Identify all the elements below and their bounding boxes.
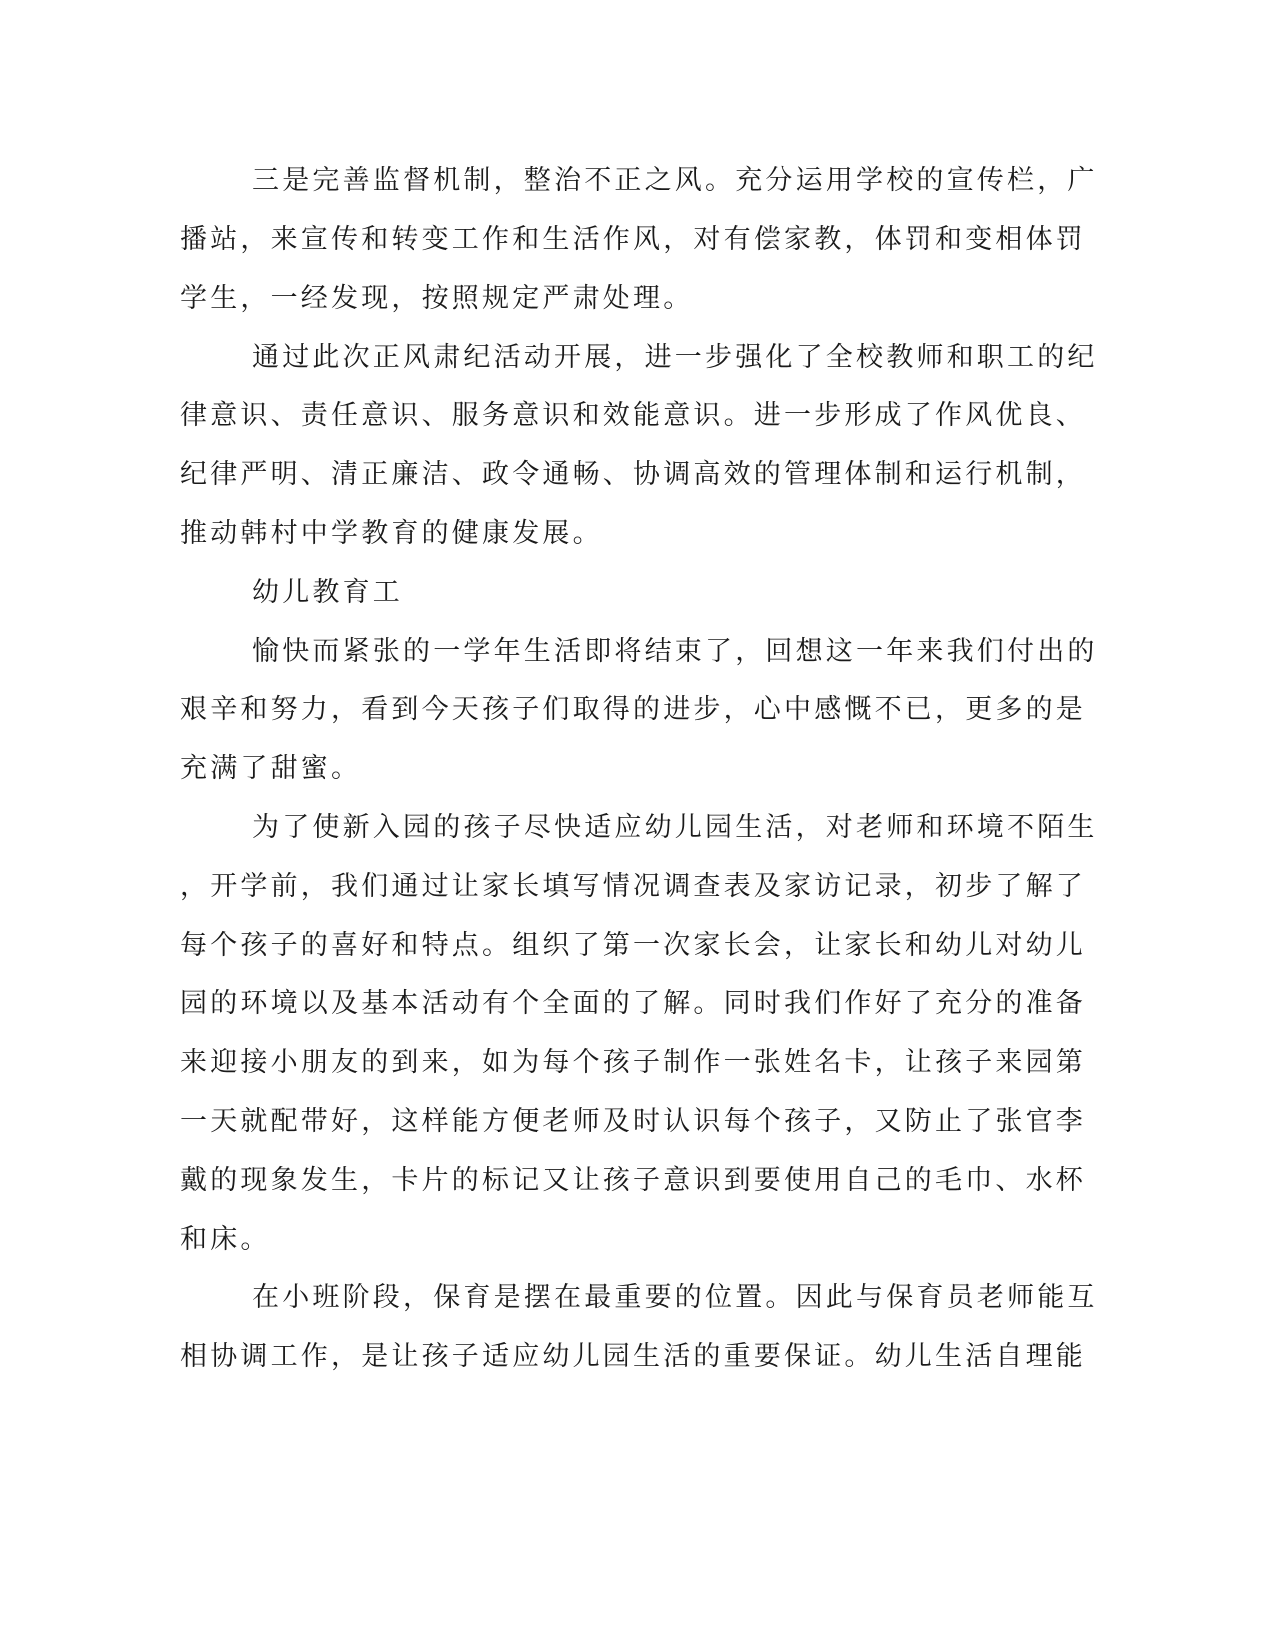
text-line: 在小班阶段，保育是摆在最重要的位置。因此与保育员老师能互 [252, 1282, 1098, 1313]
text-line: 艰辛和努力，看到今天孩子们取得的进步，心中感慨不已，更多的是 [180, 694, 1086, 725]
section-heading: 幼儿教育工 [252, 577, 403, 608]
text-line: 通过此次正风肃纪活动开展，进一步强化了全校教师和职工的纪 [252, 342, 1098, 373]
text-line: 播站，来宣传和转变工作和生活作风，对有偿家教，体罚和变相体罚 [180, 224, 1086, 255]
text-line: 戴的现象发生，卡片的标记又让孩子意识到要使用自己的毛巾、水杯 [180, 1165, 1086, 1196]
text-line: 和床。 [180, 1224, 271, 1255]
text-line: 每个孩子的喜好和特点。组织了第一次家长会，让家长和幼儿对幼儿 [180, 930, 1086, 961]
text-line: 愉快而紧张的一学年生活即将结束了，回想这一年来我们付出的 [252, 636, 1098, 667]
text-line: 纪律严明、清正廉洁、政令通畅、协调高效的管理体制和运行机制， [180, 459, 1086, 490]
text-line: 为了使新入园的孩子尽快适应幼儿园生活，对老师和环境不陌生 [252, 812, 1098, 843]
text-line: ，开学前，我们通过让家长填写情况调查表及家访记录，初步了解了 [180, 871, 1086, 902]
text-line: 来迎接小朋友的到来，如为每个孩子制作一张姓名卡，让孩子来园第 [180, 1047, 1086, 1078]
text-line: 园的环境以及基本活动有个全面的了解。同时我们作好了充分的准备 [180, 988, 1086, 1019]
text-line: 充满了甜蜜。 [180, 753, 362, 784]
text-line: 相协调工作，是让孩子适应幼儿园生活的重要保证。幼儿生活自理能 [180, 1341, 1086, 1372]
text-line: 一天就配带好，这样能方便老师及时认识每个孩子，又防止了张官李 [180, 1106, 1086, 1137]
text-line: 律意识、责任意识、服务意识和效能意识。进一步形成了作风优良、 [180, 400, 1086, 431]
text-line: 三是完善监督机制，整治不正之风。充分运用学校的宣传栏，广 [252, 165, 1098, 196]
text-line: 推动韩村中学教育的健康发展。 [180, 518, 603, 549]
text-line: 学生，一经发现，按照规定严肃处理。 [180, 283, 694, 314]
